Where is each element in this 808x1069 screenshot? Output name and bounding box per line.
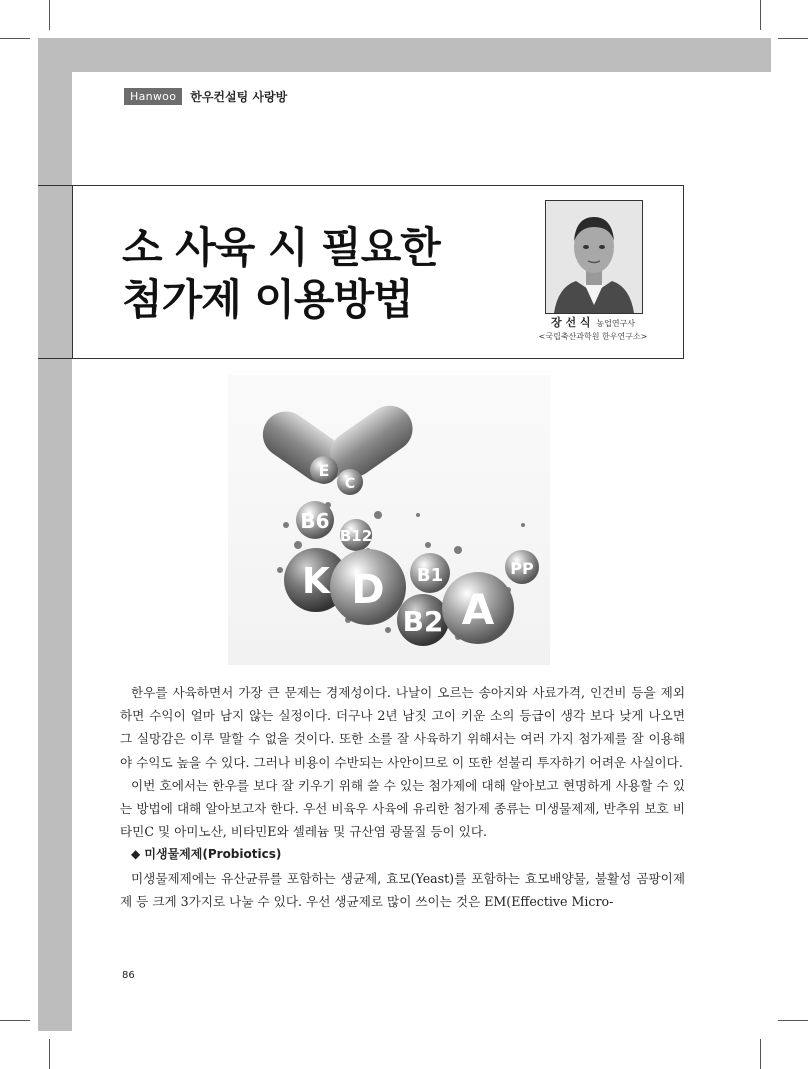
crop-mark: [0, 38, 30, 39]
crop-mark: [778, 38, 808, 39]
crop-mark: [0, 1020, 30, 1021]
section-tag: Hanwoo: [124, 88, 182, 105]
crop-mark: [760, 0, 761, 30]
section-header: [124, 88, 287, 105]
svg-text:A: A: [461, 585, 495, 634]
svg-text:PP: PP: [510, 559, 534, 578]
author-credit: [508, 314, 678, 342]
svg-text:B6: B6: [300, 509, 330, 533]
title-line-2: 첨가제 이용방법: [122, 275, 413, 324]
body-paragraph-2: 이번 호에서는 한우를 보다 잘 키우기 위해 쓸 수 있는 첨가제에 대해 알아보고 현명하게 사용할 수 있는 방법에 대해 알아보고자 한다. 우선 비육우 사육에 유리한 첨가제 종류는 미생물제제, 반추위 보호 비타민C 및 아미노산, 비타민E와 셀레늄 및 규산염 광물질 등이 있다.: [120, 777, 685, 840]
svg-text:B1: B1: [416, 565, 444, 586]
author-affiliation: <국립축산과학원 한우연구소>: [538, 332, 648, 341]
svg-text:D: D: [351, 567, 385, 613]
crop-mark: [49, 0, 50, 30]
author-portrait-image: [546, 201, 642, 313]
svg-text:B12: B12: [339, 527, 373, 545]
vitamin-illustration: [228, 375, 550, 665]
body-subheading: ◆ 미생물제제(Probiotics): [131, 847, 282, 862]
crop-mark: [778, 1020, 808, 1021]
svg-text:K: K: [302, 561, 330, 602]
page-number: 86: [122, 970, 135, 981]
body-paragraph-3: 미생물제제에는 유산균류를 포함하는 생균제, 효모(Yeast)를 포함하는 효모배양물, 불활성 곰팡이제제 등 크게 3가지로 나눌 수 있다. 우선 생균제로 많이 쓰이는 것은 EM(Effective Micro-: [120, 870, 685, 909]
author-name-line: [508, 314, 678, 330]
svg-text:B2: B2: [402, 605, 444, 638]
crop-mark: [49, 1039, 50, 1069]
author-role: 농업연구사: [596, 319, 636, 328]
author-name: 장 선 식: [550, 316, 591, 329]
section-title: 한우컨설팅 사랑방: [190, 90, 288, 104]
title-line-1: 소 사육 시 필요한: [122, 223, 440, 272]
page-band-top: [38, 38, 771, 72]
author-photo: [545, 200, 643, 314]
vitamin-capsule-graphic: [228, 375, 550, 665]
crop-mark: [760, 1039, 761, 1069]
article-title: [122, 222, 440, 326]
svg-text:E: E: [318, 461, 330, 480]
title-box: [38, 185, 684, 359]
svg-text:C: C: [344, 476, 356, 492]
body-paragraph-1: 한우를 사육하면서 가장 큰 문제는 경제성이다. 나날이 오르는 송아지와 사료가격, 인건비 등을 제외하면 수익이 얼마 남지 않는 실정이다. 더구나 2년 남짓 고이 키운 소의 등급이 생각 보다 낮게 나오면 그 실망감은 이루 말할 수 없을 것이다. 또한 소를 잘 사육하기 위해서는 여러 가지 첨가제를 잘 이용해야 수익도 높을 수 있다. 그러나 비용이 수반되는 사안이므로 이 또한 섣불리 투자하기 어려운 사실이다.: [120, 685, 685, 770]
article-body: [120, 681, 685, 913]
